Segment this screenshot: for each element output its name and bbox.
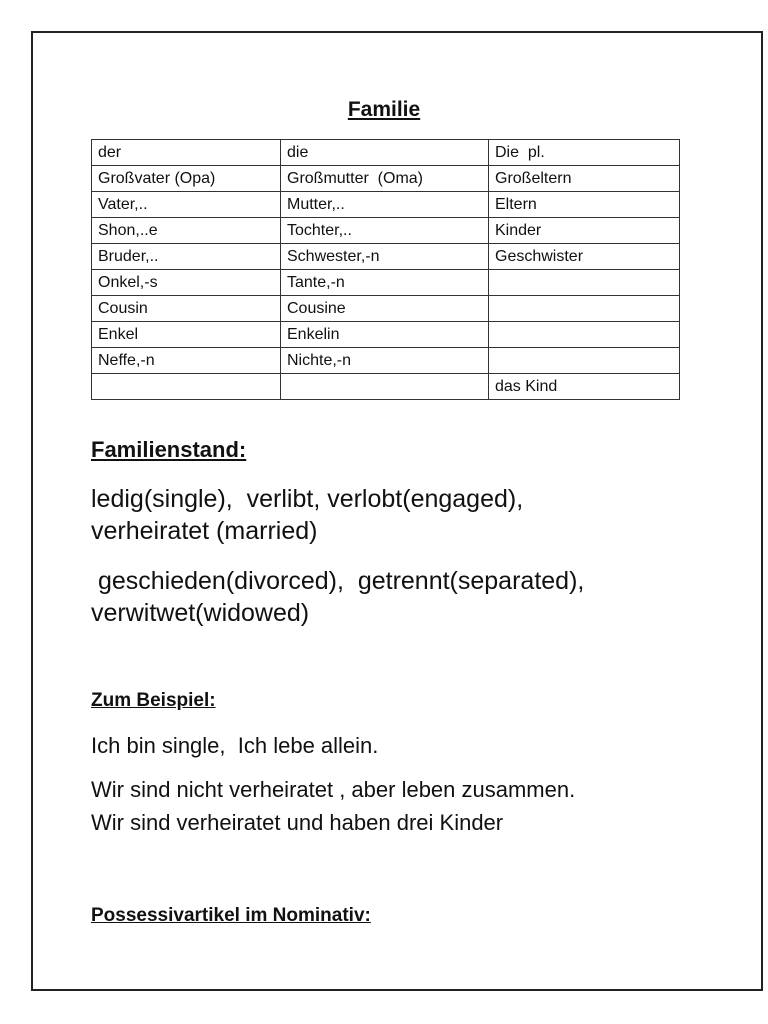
table-row xyxy=(92,322,680,348)
table-cell: Mutter,.. xyxy=(281,192,489,218)
table-cell: Vater,.. xyxy=(92,192,281,218)
table-cell xyxy=(489,348,680,374)
table-cell: Großeltern xyxy=(489,166,680,192)
beispiel-line-1: Ich bin single, Ich lebe allein. xyxy=(91,733,379,758)
table-cell: Tante,-n xyxy=(281,270,489,296)
vocabulary-table xyxy=(91,139,680,400)
table-row xyxy=(92,218,680,244)
table-cell: Kinder xyxy=(489,218,680,244)
table-cell: Schwester,-n xyxy=(281,244,489,270)
page-title: Familie xyxy=(347,98,421,121)
table-cell xyxy=(281,374,489,400)
table-cell: Geschwister xyxy=(489,244,680,270)
table-row xyxy=(92,192,680,218)
familienstand-line-2: geschieden(divorced), getrennt(separated), verwitwet(widowed) xyxy=(91,567,585,627)
table-cell xyxy=(489,322,680,348)
table-cell: Die pl. xyxy=(489,140,680,166)
table-cell: Cousin xyxy=(92,296,281,322)
table-cell: die xyxy=(281,140,489,166)
beispiel-heading: Zum Beispiel: xyxy=(91,690,216,711)
table-cell: Enkel xyxy=(92,322,281,348)
table-row xyxy=(92,166,680,192)
table-row xyxy=(92,270,680,296)
table-row xyxy=(92,140,680,166)
possessiv-heading: Possessivartikel im Nominativ: xyxy=(91,905,371,926)
table-cell: Bruder,.. xyxy=(92,244,281,270)
table-cell: Tochter,.. xyxy=(281,218,489,244)
familienstand-line-1: ledig(single), verlibt, verlobt(engaged), verheiratet (married) xyxy=(91,485,524,545)
table-row xyxy=(92,348,680,374)
table-row xyxy=(92,244,680,270)
table-row xyxy=(92,296,680,322)
table-cell: Shon,..e xyxy=(92,218,281,244)
table-cell: Großvater (Opa) xyxy=(92,166,281,192)
table-cell: Onkel,-s xyxy=(92,270,281,296)
familienstand-heading: Familienstand: xyxy=(91,437,247,462)
table-row xyxy=(92,374,680,400)
table-cell xyxy=(92,374,281,400)
table-cell: Großmutter (Oma) xyxy=(281,166,489,192)
table-cell xyxy=(489,270,680,296)
table-cell xyxy=(489,296,680,322)
table-cell: Eltern xyxy=(489,192,680,218)
table-cell: Cousine xyxy=(281,296,489,322)
table-cell: das Kind xyxy=(489,374,680,400)
table-cell: Enkelin xyxy=(281,322,489,348)
table-cell: der xyxy=(92,140,281,166)
table-cell: Neffe,-n xyxy=(92,348,281,374)
table-cell: Nichte,-n xyxy=(281,348,489,374)
beispiel-line-2: Wir sind nicht verheiratet , aber leben zusammen. Wir sind verheiratet und haben drei Kinder xyxy=(91,777,576,835)
